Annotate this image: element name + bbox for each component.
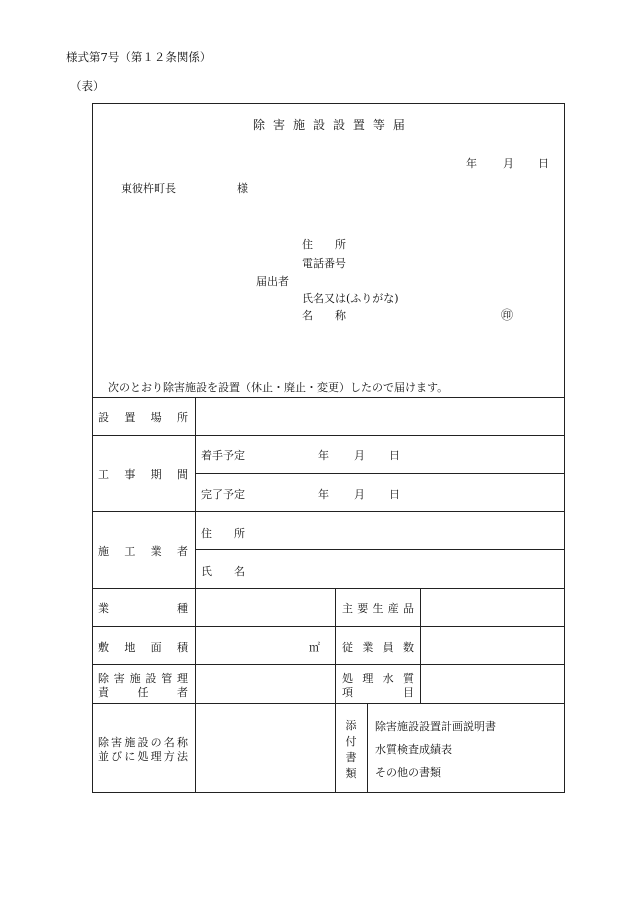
addressee: 東彼杵町長 — [121, 182, 176, 195]
facility-label-line2: 並 び に 処 理 方 法 — [98, 750, 188, 763]
manager-label-line1: 除 害 施 設 管 理 — [98, 672, 188, 685]
industry-label: 業 種 — [98, 602, 188, 615]
row-divider — [92, 511, 565, 512]
row-divider — [92, 397, 565, 398]
applicant-designation-label: 名 称 — [302, 309, 346, 322]
attachments-label: 添 付 書 類 — [345, 719, 357, 780]
start-label: 着手予定 — [201, 449, 245, 462]
date-month: 月 — [503, 157, 514, 170]
location-label: 設 置 場 所 — [98, 411, 188, 424]
applicant-phone-label: 電話番号 — [302, 257, 346, 270]
start-month: 月 — [354, 449, 365, 462]
row-divider — [92, 435, 565, 436]
start-year: 年 — [318, 449, 329, 462]
column-divider — [367, 703, 368, 793]
facility-label-line1: 除 害 施 設 の 名 称 — [98, 736, 188, 749]
quality-label-line1: 処 理 水 質 — [342, 672, 414, 685]
row-divider — [195, 549, 565, 550]
honorific: 様 — [237, 182, 248, 195]
contractor-address-label: 住 所 — [201, 527, 245, 540]
applicant-address-label: 住 所 — [302, 238, 346, 251]
start-day: 日 — [389, 449, 400, 462]
attachment-item: 除害施設設置計画説明書 — [375, 720, 496, 733]
applicant-name-label: 氏名又は(ふりがな) — [302, 292, 399, 305]
end-month: 月 — [354, 488, 365, 501]
column-divider — [195, 397, 196, 793]
side-label: （表） — [70, 79, 105, 93]
site-area-label: 敷 地 面 積 — [98, 641, 188, 654]
date-year: 年 — [466, 157, 477, 170]
row-divider — [92, 626, 565, 627]
form-number: 様式第7号（第１２条関係） — [66, 50, 212, 64]
form-title: 除 害 施 設 設 置 等 届 — [253, 118, 405, 132]
applicant-label: 届出者 — [256, 275, 289, 288]
column-divider — [420, 588, 421, 703]
row-divider — [92, 588, 565, 589]
attachment-item: その他の書類 — [375, 766, 441, 779]
notice-text: 次のとおり除害施設を設置（休止・廃止・変更）したので届けます。 — [108, 381, 449, 394]
end-year: 年 — [318, 488, 329, 501]
manager-label-line2: 責 任 者 — [98, 686, 188, 699]
area-unit: ㎡ — [309, 641, 320, 654]
quality-label-line2: 項 目 — [342, 686, 414, 699]
contractor-label: 施 工 業 者 — [98, 545, 188, 558]
end-label: 完了予定 — [201, 488, 245, 501]
date-day: 日 — [538, 157, 549, 170]
period-label: 工 事 期 間 — [98, 468, 188, 481]
row-divider — [195, 473, 565, 474]
end-day: 日 — [389, 488, 400, 501]
employees-label: 従 業 員 数 — [342, 641, 414, 654]
seal-mark: ㊞ — [501, 308, 514, 322]
row-divider — [92, 703, 565, 704]
main-product-label: 主 要 生 産 品 — [342, 602, 414, 615]
attachment-item: 水質検査成績表 — [375, 743, 452, 756]
row-divider — [92, 664, 565, 665]
contractor-name-label: 氏 名 — [201, 565, 245, 578]
column-divider — [335, 588, 336, 793]
